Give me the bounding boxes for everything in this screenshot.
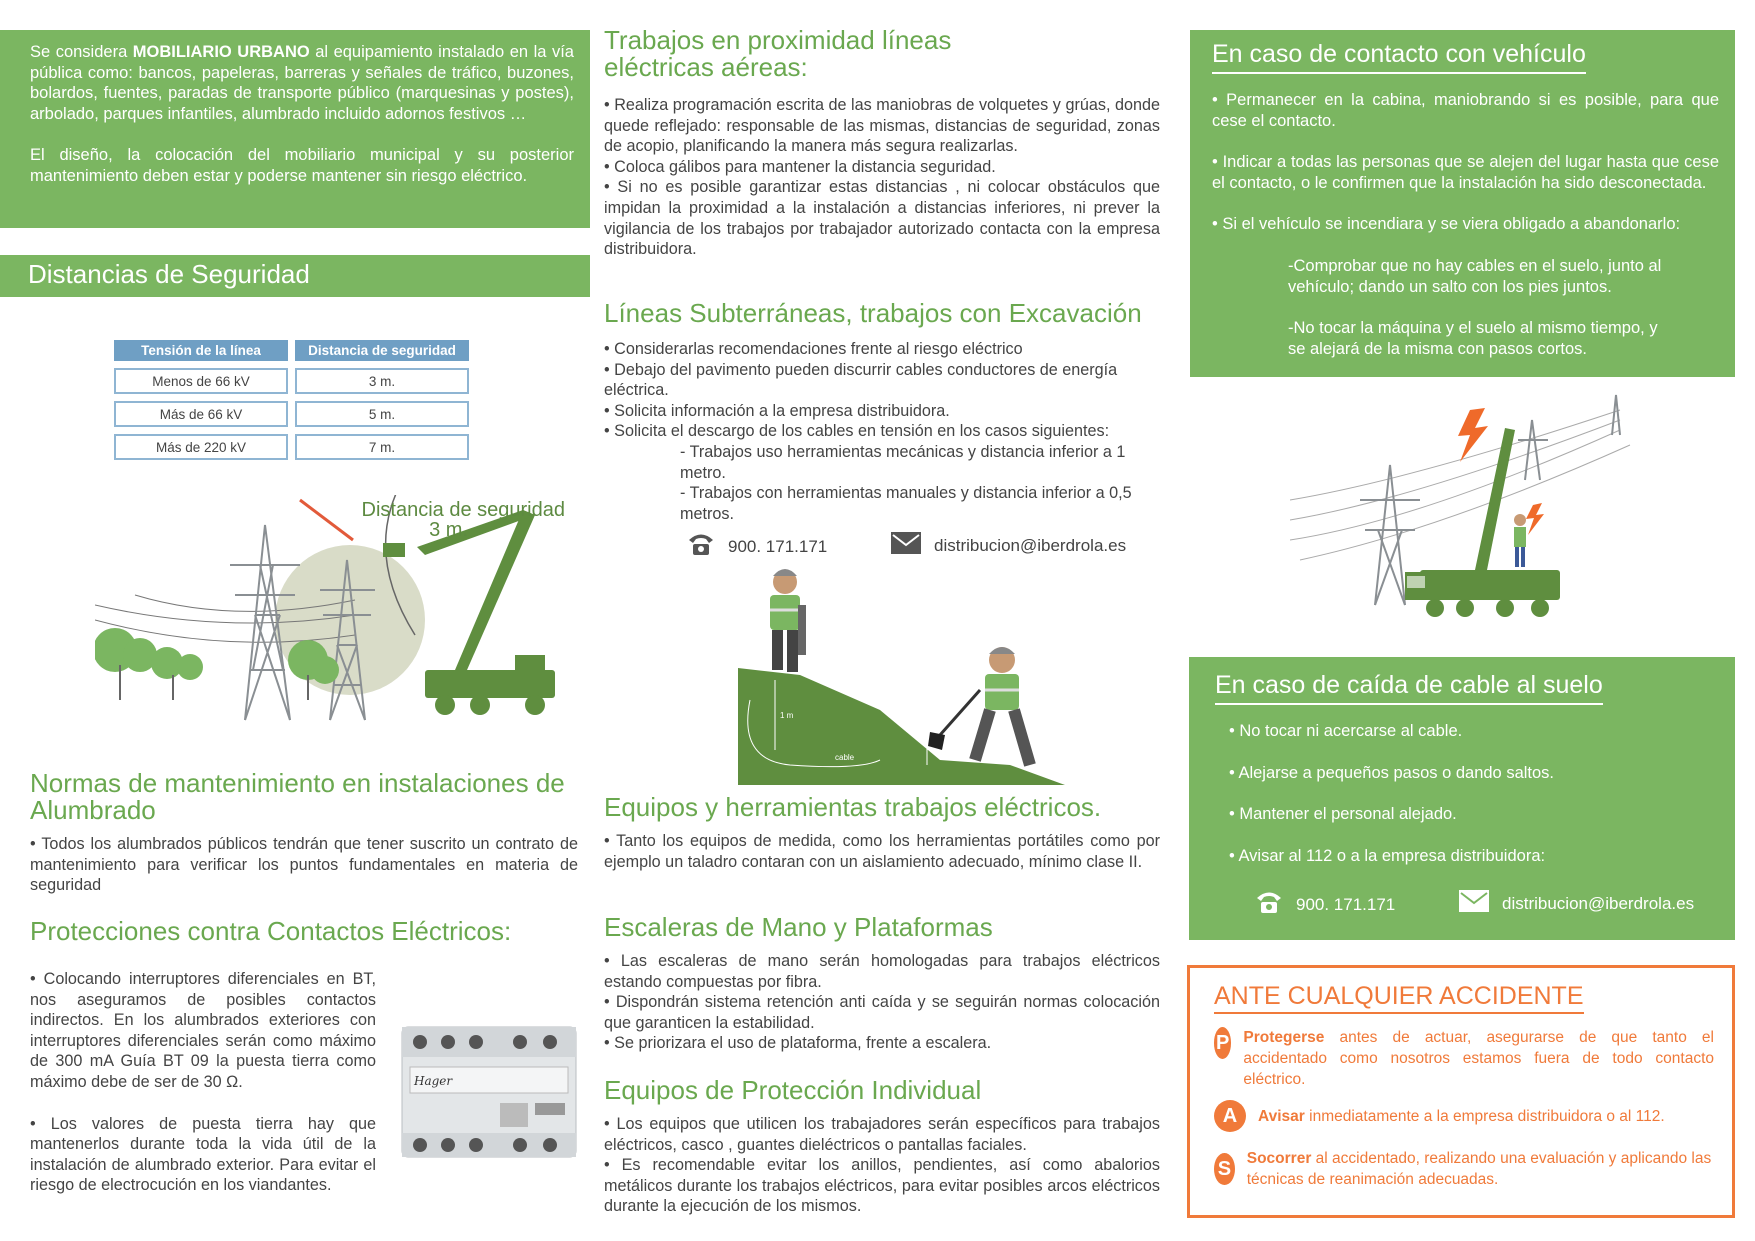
- table-row: [114, 401, 469, 427]
- epi-section: [604, 1077, 1160, 1217]
- differential-switch-image: [400, 1025, 578, 1159]
- list-item: • Considerarlas recomendaciones frente al riesgo eléctrico: [604, 340, 1023, 358]
- distancia-label: Distancia de seguridad 3 m.: [361, 499, 565, 541]
- subterraneas-phone[interactable]: [686, 531, 827, 562]
- vehiculo-box: [1190, 30, 1735, 377]
- table-header-tension: Tensión de la línea: [114, 340, 288, 361]
- protecciones-title: Protecciones contra Contactos Eléctricos:: [30, 916, 512, 946]
- list-item: • Si no es posible garantizar estas distancias , ni colocar obstáculos que impidan la proximidad a la instalación a distancias inferiores, ni prever la vigilancia de los trabajos por trabajador autorizado contacta con la empresa distribuidora.: [604, 178, 1160, 259]
- aereas-section: [604, 27, 1160, 260]
- distancias-title-bar: [0, 255, 590, 297]
- distancias-table: [107, 333, 476, 467]
- sub-list-item: -No tocar la máquina y el suelo al mismo tiempo, y se alejará de la misma con pasos cortos.: [1288, 319, 1658, 358]
- letter-a-icon: A: [1214, 1100, 1246, 1132]
- intro-paragraph-1: Se considera MOBILIARIO URBANO al equipamiento instalado en la vía pública como: bancos, papeleras, barreras y señales de tráfico, buzones, bolardos, fuentes, paradas de transporte público (marquesinas y postes), arbolado, parques infantiles, alumbrado incluido adornos festivos …: [30, 43, 574, 123]
- table-cell: Más de 220 kV: [114, 434, 288, 460]
- list-item: • Dispondrán sistema retención anti caída y se seguirán normas colocación que garanticen la estabilidad.: [604, 993, 1160, 1032]
- list-item: • Debajo del pavimento pueden discurrir cables conductores de energía eléctrica.: [604, 360, 1118, 400]
- vehiculo-title: En caso de contacto con vehículo: [1212, 40, 1586, 74]
- protecciones-text: • Colocando interruptores diferenciales en BT, nos aseguramos de posibles contactos indirectos. En los alumbrados exteriores con interruptores diferenciales serán como máximo de 300 mA Guía BT 09 la puesta tierra como máximo debe de ser de 30 Ω. • Los valores de puesta tierra hay que mantenerlos durante toda la vida útil de la instalación de alumbrado exterior. Para evitar el riesgo de electrocución en los viandantes.: [30, 970, 376, 1195]
- accidente-title: ANTE CUALQUIER ACCIDENTE: [1214, 982, 1584, 1014]
- svg-text:0.5 m: 0.5 m: [945, 748, 966, 757]
- phone-number: 900. 171.171: [1296, 894, 1396, 914]
- table-row: [114, 434, 469, 460]
- list-item: • Es recomendable evitar los anillos, pendientes, así como abalorios metálicos durante los trabajos eléctricos, para evitar posibles arcos eléctricos durante la ejecución de los mismos.: [604, 1156, 1160, 1216]
- sub-list-item: -Comprobar que no hay cables en el suelo, junto al vehículo; dando un salto con los pies juntos.: [1288, 256, 1662, 296]
- accidente-item: P Protegerse antes de actuar, asegurarse de que tanto el accidentado como nosotros estamos fuera de todo contacto eléctrico.: [1214, 1027, 1714, 1090]
- list-item: • Coloca gálibos para mantener la distancia seguridad.: [604, 157, 996, 176]
- table-cell: 7 m.: [295, 434, 469, 460]
- subterraneas-title: Líneas Subterráneas, trabajos con Excavación: [604, 298, 1142, 328]
- aereas-title: Trabajos en proximidad líneas eléctricas aéreas:: [604, 25, 952, 82]
- list-item: • Se priorizara el uso de plataforma, frente a escalera.: [604, 1034, 992, 1053]
- protecciones-section: [30, 918, 578, 945]
- table-cell: 3 m.: [295, 368, 469, 394]
- table-cell: 5 m.: [295, 401, 469, 427]
- intro-paragraph-2: El diseño, la colocación del mobiliario municipal y su posterior mantenimiento deben estar y poderse mantener sin riesgo eléctrico.: [30, 146, 574, 185]
- email-address: distribucion@iberdrola.es: [934, 535, 1127, 555]
- list-item: • Mantener el personal alejado.: [1229, 805, 1457, 824]
- normas-title: Normas de mantenimiento en instalaciones de Alumbrado: [30, 768, 565, 825]
- table-cell: Menos de 66 kV: [114, 368, 288, 394]
- svg-text:cable: cable: [835, 753, 855, 762]
- sub-list-item: - Trabajos con herramientas manuales y distancia inferior a 0,5 metros.: [680, 484, 1132, 523]
- envelope-icon: [1458, 889, 1490, 918]
- normas-section: [30, 770, 578, 896]
- letter-s-icon: S: [1214, 1153, 1235, 1185]
- distancias-table-wrap: [107, 333, 476, 467]
- svg-text:Hager: Hager: [414, 1074, 453, 1088]
- list-item: • Realiza programación escrita de las maniobras de volquetes y grúas, donde quede reflejado: responsable de las mismas, distancias de seguridad, zonas de acopio, planificando la manera más segura realizarlas.: [604, 96, 1160, 156]
- accidente-item: A Avisar inmediatamente a la empresa distribuidora o al 112.: [1214, 1100, 1714, 1132]
- subterraneas-section: [604, 300, 1160, 524]
- list-item: • Permanecer en la cabina, maniobrando si es posible, para que cese el contacto.: [1212, 91, 1719, 130]
- intro-box: [0, 30, 590, 228]
- table-header-distancia: Distancia de seguridad: [295, 340, 469, 361]
- escaleras-title: Escaleras de Mano y Plataformas: [604, 912, 993, 942]
- list-item: • Solicita el descargo de los cables en tensión en los casos siguientes:: [604, 422, 1110, 441]
- normas-text: • Todos los alumbrados públicos tendrán que tener suscrito un contrato de mantenimiento para verificar los puntos fundamentales en materia de seguridad: [30, 835, 578, 895]
- caida-title: En caso de caída de cable al suelo: [1215, 671, 1603, 705]
- equipos-herr-title: Equipos y herramientas trabajos eléctricos.: [604, 792, 1102, 822]
- list-item: • Alejarse a pequeños pasos o dando saltos.: [1229, 763, 1555, 782]
- list-item: • Las escaleras de mano serán homologadas para trabajos eléctricos estando compuestas por fibra.: [604, 952, 1160, 991]
- accidente-box: [1187, 965, 1735, 1218]
- equipos-herr-section: [604, 794, 1160, 872]
- accidente-item: S Socorrer al accidentado, realizando una evaluación y aplicando las técnicas de reanimación adecuadas.: [1214, 1148, 1714, 1190]
- table-row: [114, 368, 469, 394]
- phone-icon: [1254, 889, 1284, 920]
- phone-icon: [686, 531, 716, 562]
- table-cell: Más de 66 kV: [114, 401, 288, 427]
- letter-p-icon: P: [1214, 1027, 1231, 1059]
- caida-email[interactable]: [1458, 889, 1694, 918]
- subterraneas-email[interactable]: [890, 531, 1126, 560]
- caida-phone[interactable]: [1254, 889, 1395, 920]
- distancias-title: Distancias de Seguridad: [28, 259, 310, 289]
- epi-title: Equipos de Protección Individual: [604, 1075, 982, 1105]
- list-item: • Avisar al 112 o a la empresa distribuidora:: [1229, 846, 1546, 865]
- email-address: distribucion@iberdrola.es: [1502, 893, 1695, 913]
- list-item: • Si el vehículo se incendiara y se viera obligado a abandonarlo:: [1212, 215, 1681, 234]
- envelope-icon: [890, 531, 922, 560]
- escaleras-section: [604, 914, 1160, 1054]
- sub-list-item: - Trabajos uso herramientas mecánicas y distancia inferior a 1 metro.: [680, 442, 1126, 482]
- vehicle-contact-illustration: [1290, 390, 1665, 630]
- excavation-illustration: [730, 560, 1090, 785]
- list-item: • No tocar ni acercarse al cable.: [1229, 722, 1463, 740]
- equipos-herr-text: • Tanto los equipos de medida, como los herramientas portátiles como por ejemplo un taladro contaran con un aislamiento adecuado, mínimo clase II.: [604, 832, 1160, 871]
- list-item: • Indicar a todas las personas que se alejen del lugar hasta que cese el contacto, o le confirmen que la instalación ha sido desconectada.: [1212, 153, 1719, 192]
- list-item: • Solicita información a la empresa distribuidora.: [604, 401, 950, 420]
- svg-text:1 m: 1 m: [780, 711, 794, 720]
- phone-number: 900. 171.171: [728, 536, 828, 556]
- list-item: • Los equipos que utilicen los trabajadores serán específicos para trabajos eléctricos, casco , guantes dieléctricos o pantallas faciales.: [604, 1115, 1160, 1154]
